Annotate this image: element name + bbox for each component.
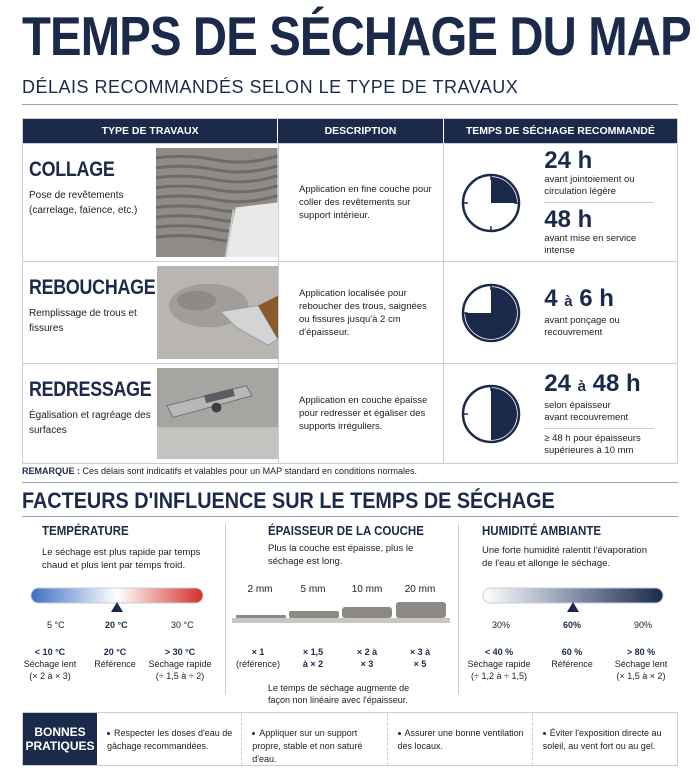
remark: REMARQUE : Ces délais sont indicatifs et valables pour un MAP standard en conditions normales. <box>22 466 418 476</box>
best-practice-item: Éviter l'exposition directe au soleil, au vent fort ou au gel. <box>542 728 662 751</box>
temperature-scale-mid: 20 °C <box>105 620 128 630</box>
divider <box>225 524 226 694</box>
table-header <box>23 119 677 143</box>
row-type-name: REBOUCHAGE <box>29 276 156 299</box>
header-description: DESCRIPTION <box>278 119 444 143</box>
table-row <box>23 363 677 463</box>
drying-time-range: 24 à 48 h <box>544 369 641 397</box>
humidity-scale-max: 90% <box>634 620 653 630</box>
factors-title: FACTEURS D'INFLUENCE SUR LE TEMPS DE SÉCHAGE <box>22 488 555 513</box>
humidity-scale-mid: 60% <box>563 620 582 630</box>
thickness-size: 2 mm <box>247 584 273 595</box>
clock-icon <box>460 383 522 445</box>
thickness-text: Plus la couche est épaisse, plus le séchage est long. <box>268 543 414 567</box>
drying-note: avant mise en service intense <box>544 233 637 256</box>
temperature-case: 20 °C Référence <box>94 647 136 669</box>
table-row <box>23 143 677 261</box>
clock-icon <box>460 282 522 344</box>
drying-time-primary: 24 h <box>544 147 593 174</box>
temperature-case: < 10 °C Séchage lent (× 2 à × 3) <box>23 647 77 681</box>
leveling-tool-photo <box>157 368 278 459</box>
best-practice-item: Assurer une bonne ventilation des locaux. <box>388 713 533 765</box>
humidity-text: Une forte humidité ralentit l'évaporation de l'eau et allonge le séchage. <box>482 545 647 569</box>
page-title: TEMPS DE SÉCHAGE DU MAP <box>22 5 691 67</box>
temperature-scale-min: 5 °C <box>47 620 65 630</box>
temperature-panel <box>42 524 222 572</box>
thickness-factor: × 1 (référence) <box>235 647 281 669</box>
row-type-desc: Pose de revêtements (carrelage, faïence, etc.) <box>29 190 138 216</box>
humidity-case: > 80 % Séchage lent (× 1,5 à × 2) <box>614 647 668 681</box>
row-description: Application en fine couche pour coller des revêtements sur support intérieur. <box>299 184 432 221</box>
thickness-factor: × 3 à × 5 <box>409 647 431 669</box>
divider <box>22 516 678 517</box>
table-row <box>23 261 677 363</box>
header-type: TYPE DE TRAVAUX <box>23 119 278 143</box>
filler-spatula-photo <box>157 266 278 359</box>
humidity-scale-min: 30% <box>492 620 511 630</box>
thickness-factor: × 1,5 à × 2 <box>302 647 324 669</box>
row-type-name: COLLAGE <box>29 158 115 181</box>
thickness-factor: × 2 à × 3 <box>356 647 378 669</box>
thickness-panel <box>268 524 438 568</box>
drying-time-range: 4 à 6 h <box>544 285 614 312</box>
drying-time-table <box>22 118 678 464</box>
drying-note: ≥ 48 h pour épaisseurs supérieures à 10 mm <box>544 432 641 456</box>
divider <box>22 482 678 483</box>
thickness-size: 20 mm <box>404 584 436 595</box>
thickness-title: ÉPAISSEUR DE LA COUCHE <box>268 524 424 538</box>
row-type-name: REDRESSAGE <box>29 378 152 401</box>
drying-note: avant jointoiement ou circulation légère <box>544 174 635 197</box>
temperature-scale-max: 30 °C <box>171 620 194 630</box>
divider <box>458 524 459 694</box>
row-type-desc: Remplissage de trous et fissures <box>29 308 137 334</box>
temperature-case: > 30 °C Séchage rapide (÷ 1,5 à ÷ 2) <box>148 647 212 681</box>
divider <box>22 104 678 105</box>
temperature-text: Le séchage est plus rapide par temps chaud et plus lent par temps froid. <box>42 547 201 571</box>
drying-time-secondary: 48 h <box>544 206 593 233</box>
thickness-note: Le temps de séchage augmente de façon non linéaire avec l'épaisseur. <box>268 683 410 705</box>
row-description: Application en couche épaisse pour redresser et égaliser des supports irréguliers. <box>299 395 428 432</box>
temperature-title: TEMPÉRATURE <box>42 524 129 538</box>
drying-note: selon épaisseur avant recouvrement <box>544 399 629 423</box>
header-time: TEMPS DE SÉCHAGE RECOMMANDÉ <box>465 125 655 137</box>
humidity-case: 60 % Référence <box>551 647 593 669</box>
thickness-size: 10 mm <box>351 584 383 595</box>
drying-note: avant ponçage ou recouvrement <box>544 315 620 338</box>
best-practice-item: Appliquer sur un support propre, stable et non saturé d'eau. <box>242 713 387 765</box>
best-practices-heading: BONNES PRATIQUES <box>23 713 97 765</box>
best-practices-bar <box>22 712 678 766</box>
tile-adhesive-photo <box>156 148 278 257</box>
thickness-size: 5 mm <box>300 584 326 595</box>
row-type-desc: Égalisation et ragréage des surfaces <box>29 410 151 436</box>
temperature-gradient-bar <box>30 586 204 616</box>
humidity-title: HUMIDITÉ AMBIANTE <box>482 524 602 538</box>
humidity-gradient-bar <box>482 586 664 616</box>
row-description: Application localisée pour reboucher des trous, saignées ou fissures jusqu'à 2 cm d'épaisseur. <box>299 287 427 338</box>
clock-icon <box>460 172 522 234</box>
humidity-case: < 40 % Séchage rapide (÷ 1,2 à ÷ 1,5) <box>467 647 531 681</box>
page-subtitle: DÉLAIS RECOMMANDÉS SELON LE TYPE DE TRAVAUX <box>22 77 519 97</box>
thickness-samples <box>232 600 450 624</box>
humidity-panel <box>482 524 652 570</box>
best-practice-item: Respecter les doses d'eau de gâchage recommandées. <box>97 713 242 765</box>
